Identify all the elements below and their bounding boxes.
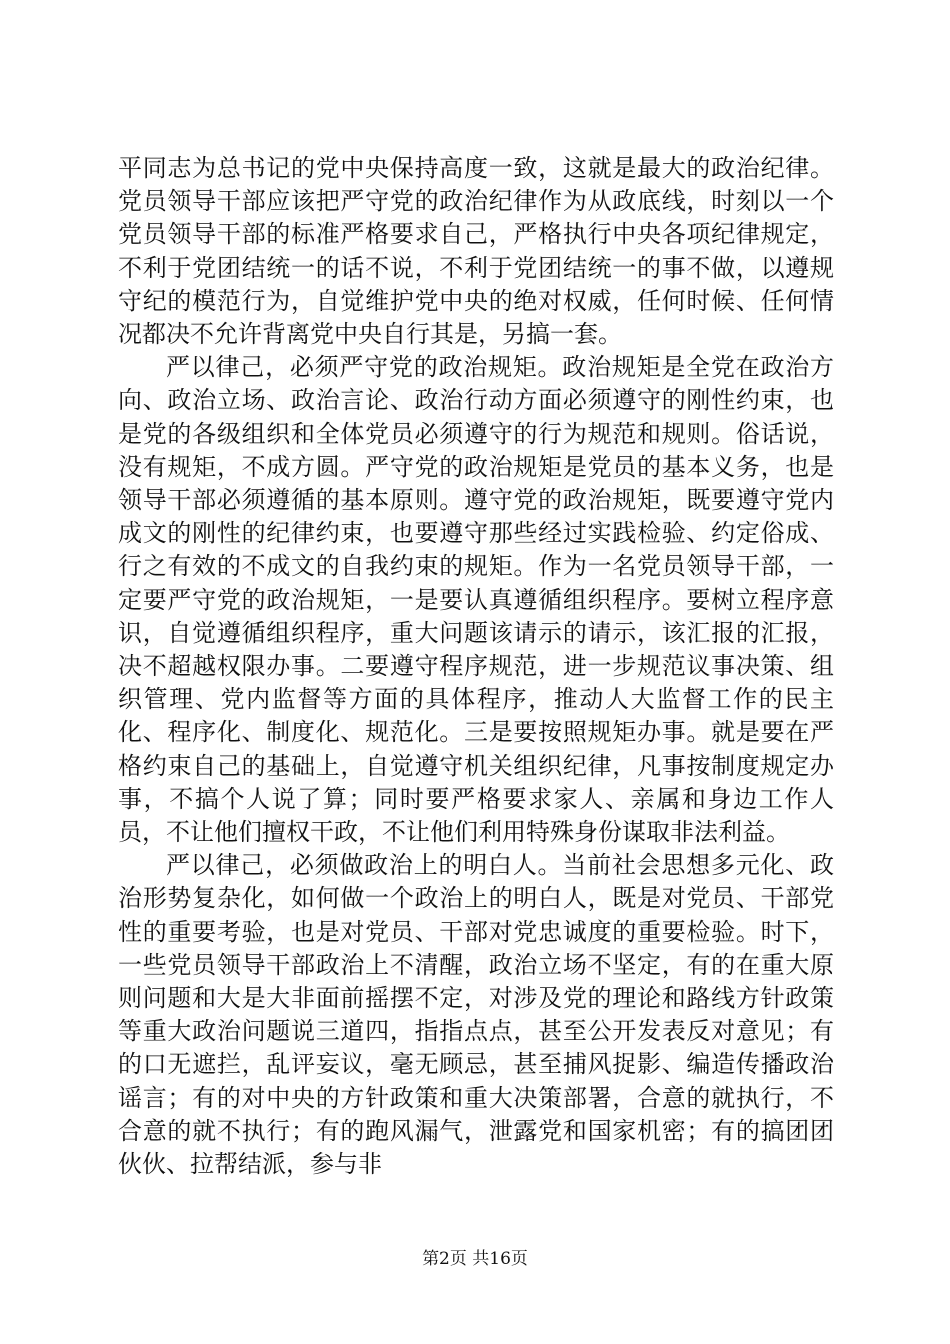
paragraph-political-clarity: 严以律己，必须做政治上的明白人。当前社会思想多元化、政治形势复杂化，如何做一个政治上的明白人，既是对党员、干部党性的重要考验，也是对党员、干部对党忠诚度的重要检验。时下，一些党员领导干部政治上不清醒，政治立场不坚定，有的在重大原则问题和大是大非面前摇摆不定，对涉及党的理论和路线方针政策等重大政治问题说三道四，指指点点，甚至公开发表反对意见；有的口无遮拦，乱评妄议，毫无顾忌，甚至捕风捉影、编造传播政治谣言；有的对中央的方针政策和重大决策部署，合意的就执行，不合意的就不执行；有的跑风漏气，泄露党和国家机密；有的搞团团伙伙、拉帮结派，参与非 bbox=[118, 851, 834, 1179]
paragraph-continued: 平同志为总书记的党中央保持高度一致，这就是最大的政治纪律。党员领导干部应该把严守党的政治纪律作为从政底线，时刻以一个党员领导干部的标准严格要求自己，严格执行中央各项纪律规定，不利于党团结统一的话不说，不利于党团结统一的事不做，以遵规守纪的模范行为，自觉维护党中央的绝对权威，任何时候、任何情况都决不允许背离党中央自行其是，另搞一套。 bbox=[118, 154, 834, 349]
document-body bbox=[118, 152, 834, 1181]
page-number-footer: 第2页 共16页 bbox=[422, 1249, 528, 1269]
paragraph-political-rules: 严以律己，必须严守党的政治规矩。政治规矩是全党在政治方向、政治立场、政治言论、政治行动方面必须遵守的刚性约束，也是党的各级组织和全体党员必须遵守的行为规范和规则。俗话说，没有规矩，不成方圆。严守党的政治规矩是党员的基本义务，也是领导干部必须遵循的基本原则。遵守党的政治规矩，既要遵守党内成文的刚性的纪律约束，也要遵守那些经过实践检验、约定俗成、行之有效的不成文的自我约束的规矩。作为一名党员领导干部，一定要严守党的政治规矩，一是要认真遵循组织程序。要树立程序意识，自觉遵循组织程序，重大问题该请示的请示，该汇报的汇报，决不超越权限办事。二要遵守程序规范，进一步规范议事决策、组织管理、党内监督等方面的具体程序，推动人大监督工作的民主化、程序化、制度化、规范化。三是要按照规矩办事。就是要在严格约束自己的基础上，自觉遵守机关组织纪律，凡事按制度规定办事，不搞个人说了算；同时要严格要求家人、亲属和身边工作人员，不让他们擅权干政，不让他们利用特殊身份谋取非法利益。 bbox=[118, 353, 834, 847]
